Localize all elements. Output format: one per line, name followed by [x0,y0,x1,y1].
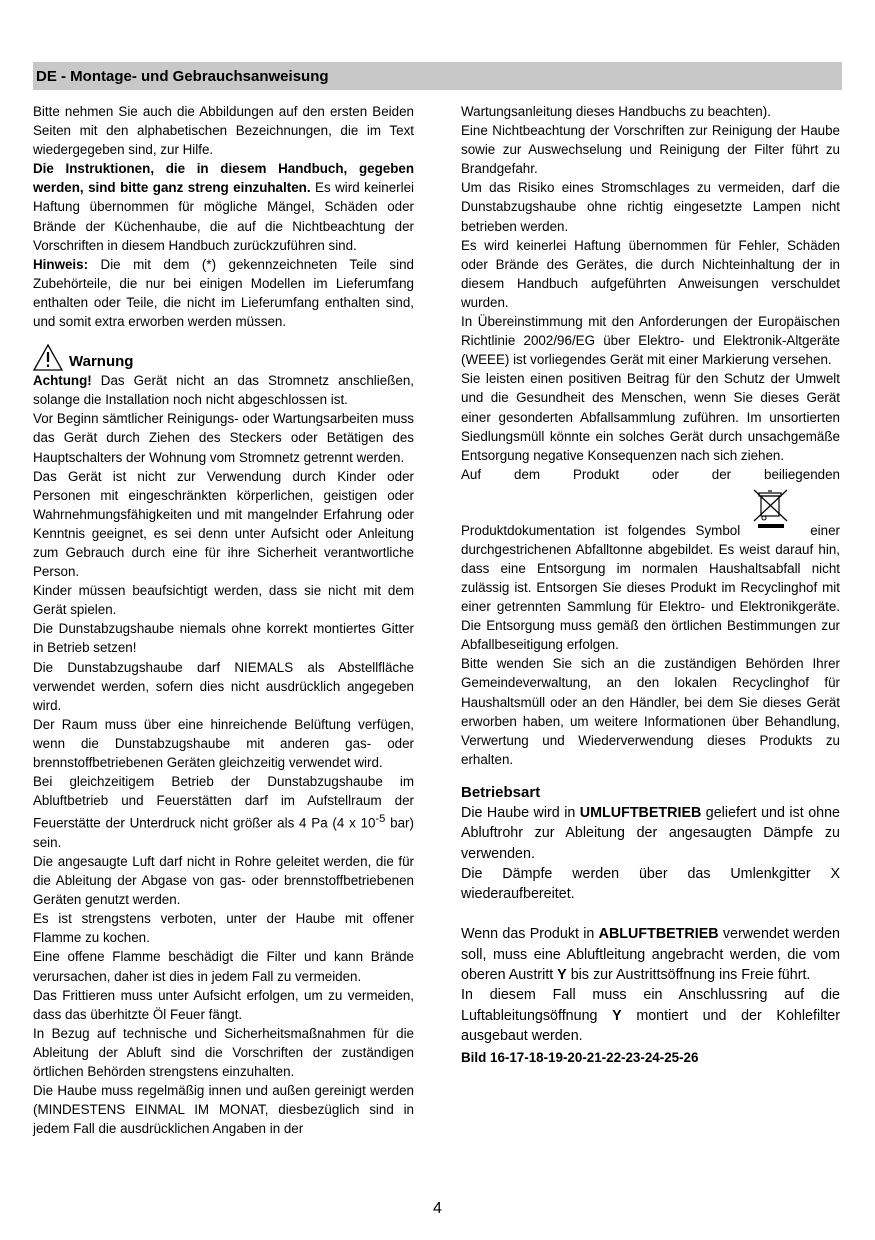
warning-heading [33,343,414,371]
weee-symbol-row [461,465,840,540]
umluft-text-b: geliefert und ist ohne Abluftrohr zur Ableitung der angesaugten Dämpfe zu verwenden. [461,804,840,862]
paragraph: Kinder müssen beaufsichtigt werden, dass sie nicht mit dem Gerät spielen. [33,583,414,618]
intro-paragraph: Bitte nehmen Sie auch die Abbildungen auf den ersten Beiden Seiten mit den alphabetischen Bezeichnungen, die im Text wiedergegeben sind, zur Hilfe. [33,104,414,158]
abluft-paragraph [461,924,840,985]
paragraph: Sie leisten einen positiven Beitrag für den Schutz der Umwelt und die Gesundheit des Menschen, wenn Sie dieses Gerät einer gesonderten Abfallsammlung zuführen. Im unsortierten Siedlungsmüll könnte ein solches Gerät durch unsachgemäße Entsorgung negative Konsequenzen nach sich ziehen. [461,371,840,463]
achtung-paragraph [33,371,414,409]
paragraph: Wartungsanleitung dieses Handbuchs zu beachten). [461,104,771,119]
instructions-text: Es wird keinerlei Haftung übernommen für mögliche Mängel, Schäden oder Brände der Küchenhaube, die auf die Nichtbeachtung der Vorschriften in diesem Handbuch zurückzuführen sind. [33,180,414,253]
anschlussring-text-b: montiert und der Kohlefilter ausgebaut werden. [461,1007,840,1044]
achtung-label: Achtung! [33,373,92,389]
paragraph: In Bezug auf technische und Sicherheitsmaßnahmen für die Ableitung der Abluft sind die Vorschriften der zuständigen örtlichen Behörden strengstens einzuhalten. [33,1025,414,1079]
pressure-unit: bar) sein. [33,815,414,850]
section-title: DE - Montage- und Gebrauchsanweisung [36,68,329,85]
paragraph: Es wird keinerlei Haftung übernommen für Fehler, Schäden oder Brände des Gerätes, die durch Nichteinhaltung der in diesem Handbuch aufgeführten Anweisungen verschuldet wurden. [461,237,840,310]
figure-reference: Bild 16-17-18-19-20-21-22-23-24-25-26 [461,1050,699,1066]
anschlussring-text-a: In diesem Fall muss ein Anschlussring auf die Luftableitungsöffnung [461,987,840,1024]
paragraph: Bitte wenden Sie sich an die zuständigen Behörden Ihrer Gemeindeverwaltung, an den lokalen Recyclinghof für Haushaltsmüll oder an den Händler, bei dem Sie dieses Gerät erworben haben, um weitere Informationen über Behandlung, Verwertung und Wiederverwendung dieses Produkts zu erhalten. [461,656,840,767]
hinweis-label: Hinweis: [33,256,89,272]
paragraph: Die angesaugte Luft darf nicht in Rohre geleitet werden, die für die Ableitung der Abgase von gas- oder brennstoffbetriebenen Geräten genutzt werden. [33,853,414,908]
paragraph: Um das Risiko eines Stromschlages zu vermeiden, darf die Dunstabzugshaube ohne richtig eingesetzte Lampen nicht betrieben werden. [461,180,840,234]
umluft-paragraph [461,803,840,864]
weee-line-1: Auf dem Produkt oder der beiliegenden [461,466,840,482]
section-header [33,62,842,90]
warning-title: Warnung [69,353,134,371]
paragraph: Die Dunstabzugshaube niemals ohne korrekt montiertes Gitter in Betrieb setzen! [33,621,414,656]
umluft-bold: UMLUFTBETRIEB [579,804,702,821]
abluft-text-c: bis zur Austrittsöffnung ins Freie führt. [566,966,811,983]
left-column [33,102,414,1138]
page-number: 4 [433,1200,442,1217]
weee-line-2-end: einer [810,522,840,538]
hinweis-text: Die mit dem (*) gekennzeichneten Teile sind Zubehörteile, die nur bei einigen Modellen im Lieferumfang enthalten oder Teile, die nicht im Lieferumfang enthalten sind, und somit extra erworben werden müssen. [33,256,414,330]
warning-triangle-icon [33,344,63,371]
paragraph: In Übereinstimmung mit den Anforderungen der Europäischen Richtlinie 2002/96/EG über Elektro- und Elektronik-Altgeräte (WEEE) ist vorliegendes Gerät mit einer Markierung versehen. [461,314,840,368]
betriebsart-title: Betriebsart [461,783,541,801]
paragraph: Eine offene Flamme beschädigt die Filter und kann Brände verursachen, daher ist dies in jedem Fall zu vermeiden. [33,949,414,984]
paragraph: Die Haube muss regelmäßig innen und außen gereinigt werden (MINDESTENS EINMAL IM MONAT, diesbezüglich sind in jedem Fall die ausdrücklichen Angaben in der [33,1083,414,1137]
pressure-exponent: -5 [375,813,386,826]
paragraph: Der Raum muss über eine hinreichende Belüftung verfügen, wenn die Dunstabzugshaube mit anderen gas- oder brennstoffbetriebenen Geräten gleichzeitig verwendet wird. [33,716,414,770]
paragraph: Das Frittieren muss unter Aufsicht erfolgen, um zu vermeiden, dass das überhitzte Öl Feuer fängt. [33,987,414,1022]
pressure-text: Bei gleichzeitigem Betrieb der Dunstabzugshaube im Abluftbetrieb und Feuerstätten darf im Aufstellraum der Feuerstätte der Unterdruck nicht größer als 4 Pa (4 x 10 [33,774,414,831]
achtung-text: Das Gerät nicht an das Stromnetz anschließen, solange die Installation noch nicht abgeschlossen ist. [33,373,414,408]
abluft-bold: ABLUFTBETRIEB [598,926,719,943]
paragraph: Das Gerät ist nicht zur Verwendung durch Kinder oder Personen mit eingeschränkten körperlichen, geistigen oder Wahrnehmungsfähigkeiten und mit mangelnder Erfahrung oder Kenntnis geeignet, es sei denn unter Aufsicht oder Anleitung zum Gebrauch durch eine für ihre Sicherheit verantwortliche Person. [33,468,414,580]
abluft-text-a: Wenn das Produkt in [461,926,599,943]
anschlussring-y: Y [612,1007,622,1024]
umlenkgitter-paragraph: Die Dämpfe werden über das Umlenkgitter X wiederaufbereitet. [461,865,840,903]
abluft-text-b: verwendet werden soll, muss eine Abluftleitung angebracht werden, die vom oberen Austritt [461,926,840,983]
weee-line-2-text: Produktdokumentation ist folgendes Symbol [461,522,741,538]
instructions-bold: Die Instruktionen, die in diesem Handbuch, gegeben werden, sind bitte ganz streng einzuhalten. [33,161,414,196]
right-column [461,102,840,1067]
paragraph: Es ist strengstens verboten, unter der Haube mit offener Flamme zu kochen. [33,911,414,946]
paragraph: Eine Nichtbeachtung der Vorschriften zur Reinigung der Haube sowie zur Auswechselung und Reinigung der Filter führt zu Brandgefahr. [461,123,840,177]
paragraph: Die Dunstabzugshaube darf NIEMALS als Abstellfläche verwendet werden, sofern dies nicht ausdrücklich angegeben wird. [33,659,414,713]
pressure-paragraph [33,772,414,852]
umluft-text-a: Die Haube wird in [461,804,580,821]
paragraph: durchgestrichenen Abfalltonne abgebildet. Es weist darauf hin, dass eine Entsorgung im normalen Haushaltsabfall nicht zulässig ist. Entsorgen Sie dieses Produkt im Recyclinghof mit einer getrennten Sammlung für Elektro- und Elektronikgeräte. Die Entsorgung muss gemäß den örtlichen Bestimmungen zur Abfallbeseitigung erfolgen. [461,541,840,653]
hinweis-paragraph [33,255,414,331]
abluft-y: Y [557,966,567,983]
paragraph: Vor Beginn sämtlicher Reinigungs- oder Wartungsarbeiten muss das Gerät durch Ziehen des Steckers oder Betätigen des Hauptschalters der Wohnung vom Stromnetz getrennt werden. [33,411,414,465]
instructions-paragraph [33,159,414,254]
weee-line-2 [461,521,840,540]
anschlussring-paragraph [461,985,840,1046]
